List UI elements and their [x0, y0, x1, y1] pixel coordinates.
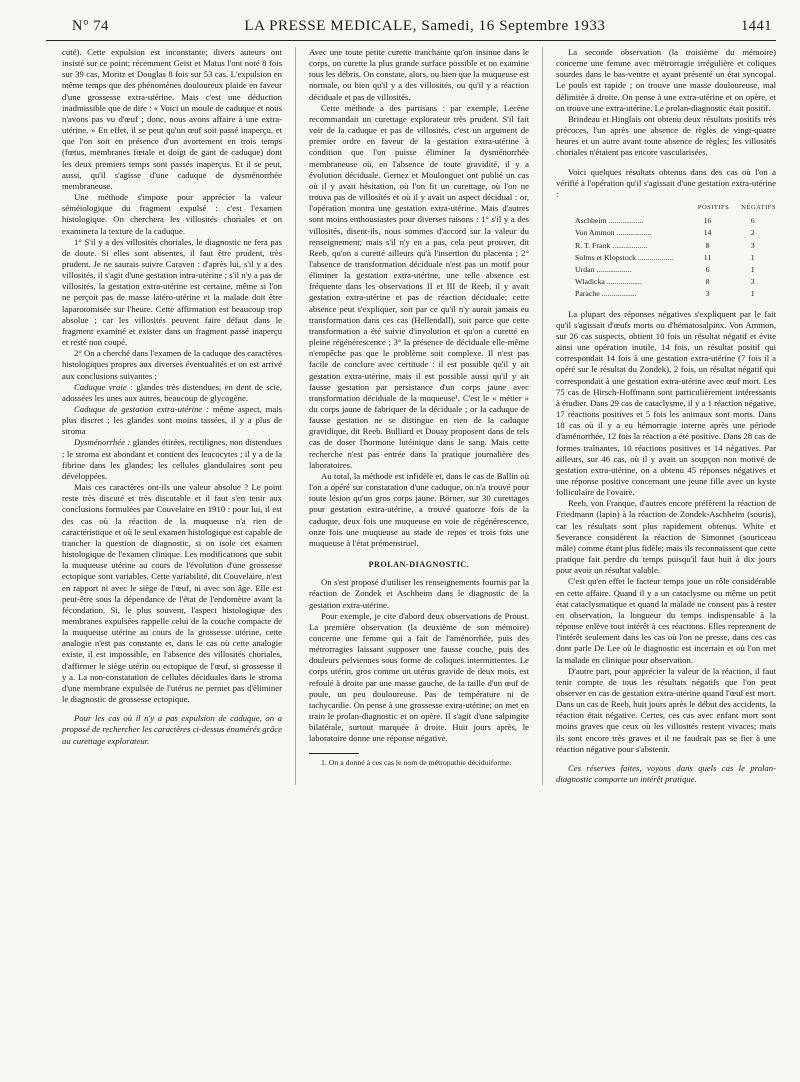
- paragraph: 2° On a cherché dans l'examen de la caduque des caractères histologiques propres aux diverses éventualités et on est arrivé aux conclusions suivantes :: [62, 348, 282, 381]
- negative-cell: 2: [750, 228, 755, 238]
- results-table: [574, 203, 776, 301]
- positive-cell: 3: [705, 289, 710, 299]
- positive-cell: 8: [705, 277, 710, 287]
- table-row: [574, 240, 776, 252]
- positive-cell: 14: [703, 228, 712, 238]
- positive-cell: 8: [705, 240, 710, 250]
- definition: glandes très distendues, en dent de scie, adossées les unes aux autres, beaucoup de glycogène.: [62, 381, 282, 403]
- paragraph: cuté). Cette expulsion est inconstante; divers auteurs ont insisté sur ce point; récemment Geist et Matus l'ont noté 8 fois sur 39 cas, Moritz et Douglas 8 fois sur 53 cas. L'expulsion en même temps que des phénomènes douloureux plaide en faveur d'une grossesse extra-utérine. Mais c'est une déduction inadmissible que de dire : « Voici un moule de caduque et nous n'avons pas vu d'œuf ; donc, nous avons affaire à une extra-utérine. » En effet, il se peut qu'un œuf soit passé inaperçu, et que l'on soit en présence d'un avortement en trois temps (fœtus, membranes fœtale et doigt de gant de caduque) dont les deux premiers temps sont passés inaperçus. Et il se peut, aussi, qu'il s'agisse d'une caduque de dysménorrhée membraneuse.: [62, 47, 282, 191]
- author-cell: Wladicka ..................: [575, 277, 642, 287]
- author-cell: Urdan ..................: [575, 265, 632, 275]
- negative-cell: 1: [750, 265, 755, 275]
- definition: même aspect, mais plus discret ; les glandes sont moins tassées, il y a plus de stroma: [62, 404, 283, 437]
- paragraph: D'autre part, pour apprécier la valeur de la réaction, il faut tenir compte de tous les résultats négatifs que l'on peut observer en cas de gestation extra-utérine quand l'œuf est mort. Dans un cas de Reeb, huit jours après le début des accidents, la réaction était négative. Certes, ces cas avec enfant mort sont moins graves que ceux où les villosités restent vivaces; mais ils sont encore très graves et il ne faudrait pas se fier à une réaction négative pour s'abstenir.: [556, 665, 776, 754]
- author-cell: Solms et Klopstock ..................: [575, 252, 674, 262]
- table-row: [574, 227, 776, 239]
- column-3: [556, 47, 776, 785]
- column-header-positive: POSITIFS: [697, 204, 730, 212]
- table-row: [574, 264, 776, 276]
- running-header: [24, 18, 776, 35]
- footnote-rule: [309, 753, 359, 754]
- negative-cell: 1: [750, 289, 755, 299]
- paragraph: Cette méthode a des partisans : par exemple, Lecène recommandait un curettage explorateur très prudent. S'il fait voir de la caduque et pas de villosités, c'est un argument de premier ordre en faveur de la gestation extra-utérine à condition que l'on puisse éliminer la dysménorrhée membraneuse où, en l'absence de toute gravidité, il y a évolution déciduale. Gernez et Moulonguet ont publié un cas où il y avait hésitation, où l'on fit un curettage, où l'on ne trouva pas de villosités et où il y avait un aspect décidual : or, l'opération montra une gestation extra-utérine. Mais d'autres sont moins enthousiastes pour diverses raisons : 1° s'il y a des villosités, disent-ils, nous sommes d'accord sur la valeur du renseignement; mais s'il n'y en a pas, cela peut prouver, dit Reeb, qu'on a curetté ailleurs qu'à l'insertion du placenta ; 2° l'absence de transformation déciduale n'est pas un motif pour éliminer la gestation extra-utérine, une telle absence est fréquente dans les observations II et III de Reeb, il y avait gestation extra-utérine et pas de réaction déciduale; cette absence peut s'expliquer, soit par ce qu'il n'y aurait jamais eu transformation dans ces cas (Hellendall), soit parce que cette transformation a été suivie d'involution et qu'on a curetté en pleine régénérescence ; 3° la présence de déciduale elle-même n'empêche pas que le problème soit complexe. Il n'est pas facile de conclure avec certitude : il est possible qu'il y ait gestation extra-utérine, mais il est possible aussi qu'il y ait fausse gestation par persistance d'un corps jaune avec transformation déciduale de la muqueuse¹. C'est le « métier » du corps jaune de fabriquer de la déciduale ; or la caduque de fausse gestation ne se distingue en rien de la caduque gravidique, dit Reeb. Bulliard et Douay proposent dans de tels cas de doser l'hormone lutéinique dans le sang. Mais cette recherche n'est pas entrée dans la pratique journalière des laboratoires.: [309, 102, 529, 470]
- page-number: 1441: [741, 18, 772, 34]
- paragraph: Une méthode s'impose pour apprécier la valeur séméiologique du fragment expulsé : c'est l'examen histologique. On cherchera les villosités choriales et on examinera la texture de la caduque.: [62, 192, 282, 236]
- author-cell: R. T. Frank ..................: [575, 240, 648, 250]
- paragraph: Avec une toute petite curette tranchante qu'on insinue dans le corps, on curette la plus grande surface possible et on examine tous les débris. On constate, alors, ou bien que la muqueuse est normale, ou bien qu'il y a des villosités, ou qu'il y a réaction déciduale et pas de villosités.: [309, 47, 529, 102]
- positive-cell: 11: [703, 252, 712, 262]
- author-cell: Parache ..................: [575, 289, 637, 299]
- term: Dysménorrhée :: [74, 437, 131, 448]
- header-rule: [46, 40, 776, 41]
- positive-cell: 6: [705, 265, 710, 275]
- paragraph: Mais ces caractères ont-ils une valeur absolue ? Le point reste très discuté et très discutable et il faut s'en tenir aux conclusions formulées par Couvelaire en 1910 : pour lui, il est des cas où la réaction de la muqueuse n'a rien de caractéristique et où le seul examen histologique est capable de trancher la question de diagnostic, si on isole cet examen histologique de l'examen clinique. Les modifications que subit la muqueuse utérine au cours de l'évolution d'une grossesse ectopique sont variables. Cette variabilité, dit Couvelaire, n'est en rapport ni avec le siège de l'œuf, ni avec son âge. Elle est peut-être sous la dépendance de l'état de l'endomètre avant la fécondation. Si, le plus souvent, l'aspect histologique des membranes expulsées rappelle celui de la couche compacte de la muqueuse utérine au cours de la grossesse utérine, cette analogie n'est pas constante et, dans le cas où cette analogie existe, il est impossible, en l'absence des villosités choriales, d'affirmer le siège utérin ou ectopique de l'œuf, si grossesse il y a. La non-constatation de cellules déciduales dans le stroma d'une membrane expulsée de l'utérus ne permet pas d'éliminer le diagnostic de grossesse ectopique.: [62, 482, 282, 705]
- definition-item: [62, 437, 282, 482]
- section-title: PROLAN-DIAGNOSTIC.: [368, 560, 470, 570]
- negative-cell: 6: [750, 216, 755, 226]
- text-columns: [24, 47, 776, 785]
- paragraph: On s'est proposé d'utiliser les renseignements fournis par la réaction de Zondek et Aschheim dans le diagnostic de la gestation extra-utérine.: [309, 577, 529, 610]
- footnote: 1. On a donné à ces cas le nom de métropathie déciduiforme.: [321, 757, 512, 767]
- paragraph: C'est qu'en effet le facteur temps joue un rôle considérable en cette affaire. Quand il y a un cataclysme ou même un petit état cataclysmatique et quand la malade ne consent pas à rester en observation, la longueur du temps indispensable à la réponse enlève tout intérêt à ces réactions. Elles reprennent de l'intérêt seulement dans les cas où l'on ne presse, dans ces cas dont parle De Lee où le diagnostic est incertain et où l'on met la malade en clinique pour observation.: [556, 576, 776, 665]
- issue-number: N° 74: [72, 18, 109, 34]
- positive-cell: 16: [703, 216, 712, 226]
- paragraph: Reeb, von Franque, d'autres encore préfèrent la réaction de Friedmann (lapin) à la réaction de Zondek-Aschheim (souris), car les résultats sont plus rapidement obtenus. White et Severance considèrent la réaction de Simonnet (souriceau mâle) comme étant plus fidèle; mais ils reconnaissent que cette pratique fait perdre du temps puisqu'il faut huit à dix jours pour avoir un résultat valable.: [556, 498, 776, 576]
- definition: glandes étirées, rectilignes, non distendues ; le stroma est abondant et contient des leucocytes ; il y a de la fibrine dans les glandes; les cellules glandulaires sont peu développées.: [62, 437, 282, 481]
- paragraph: La plupart des réponses négatives s'expliquent par le fait qu'il s'agissait d'œufs morts ou d'hématosalpinx. Von Ammon, sur 26 cas suspects, obtient 10 fois un résultat négatif et évite ainsi une opération inutile, 14 fois, un résultat positif qui correspondait 14 fois à une gestation extra-utérine (7 fois il a opéré sur le résultat du Zondek), 2 fois, un résultat négatif qui correspondait à une gestation extra-utérine avec œuf mort. Les 75 cas de Hirsch-Hoffmann sont particulièrement intéressants à étudier. Dans 29 cas de cataclysme, il y a 1 réaction négative, 17 réactions positives et 5 fois les animaux sont morts. Dans 18 cas où il y a eu hémorragie interne après une période d'aménorrhée, 12 fois la réaction a été positive. Dans 28 cas de formes traînantes, 10 réactions positives et 14 négatives. Par ailleurs, sur 46 cas, où il y avait un soupçon non motivé de gestation extra-utérine, on a obtenu 45 réponses négatives et une réponse positive concernant une jeune fille avec un kyste folliculaire de l'ovaire.: [556, 308, 776, 498]
- paragraph: Au total, la méthode est infidèle et, dans le cas de Ballin où l'on a opéré sur constatation d'une caduque, on n'a trouvé pour toute lésion qu'un gros corps jaune. Börner, sur 30 curettages pour gestation extra-utérine, a trouvé quatorze fois de la caduque, deux fois une muqueuse en voie de régénérescence, onze fois une muqueuse au stade de repos et trois fois une muqueuse à l'état prémenstruel.: [309, 470, 529, 548]
- column-header-negative: NÉGATIFS: [741, 204, 776, 212]
- table-row: [574, 252, 776, 264]
- definition-item: [62, 404, 282, 437]
- column-1: [62, 47, 282, 785]
- italic-paragraph: Ces réserves faites, voyons dans quels cas le prolan-diagnostic comporte un intérêt pratique.: [556, 762, 776, 785]
- table-row: [574, 276, 776, 288]
- column-2: [309, 47, 529, 785]
- paragraph: Voici quelques résultats obtenus dans des cas où l'on a vérifié à l'opération qu'il s'agissait d'une gestation extra-utérine :: [556, 166, 776, 199]
- definition-item: [62, 382, 282, 404]
- table-header-row: [574, 203, 776, 215]
- author-cell: Aschheim ..................: [575, 216, 644, 226]
- paragraph: 1° S'il y a des villosités choriales, le diagnostic ne fera pas de doute. Si elles sont absentes, il faut être prudent, très prudent. Je ne saurais suivre Caraven : d'après lui, s'il y a des villosités, il s'agit d'une gestation intra-utérine ; s'il n'y a pas de villosités, la gestation extra-utérine est certaine, même si l'on ne perçoit pas de masse latéro-utérine et la malade doit être laparotomisée sur l'heure. Cette affirmation est beaucoup trop absolue ; car les villosités peuvent faire défaut dans le fragment examiné et exister dans un fragment passé inaperçu et resté non coupé.: [62, 236, 282, 348]
- table-row: [574, 288, 776, 300]
- negative-cell: 3: [750, 277, 755, 287]
- term: Caduque de gestation extra-utérine :: [74, 404, 209, 414]
- italic-paragraph: Pour les cas où il n'y a pas expulsion de caduque, on a proposé de rechercher les caractères ci-dessus énumérés grâce au curettage explorateur.: [62, 713, 282, 746]
- journal-title: LA PRESSE MEDICALE, Samedi, 16 Septembre 1933: [244, 18, 606, 34]
- paragraph: Pour exemple, je cite d'abord deux observations de Proust. La première observation (la deuxième de son mémoire) concerne une femme qui a fait de l'aménorrhée, puis des métrorragies laissant supposer une fausse couche, puis des douleurs pelviennes sous forme de coliques intermittentes. Le corps utérin, gros comme un utérus gravide de deux mois, est refoulé à droite par une masse gauche, de la taille d'un œuf de poule, un peu douloureuse. Pas de température ni de tachycardie. On pense à une grossesse extra-utérine; on met en train le prolan-diagnostic et on opère. Il s'agit d'une salpingite bilatérale, surtout marquée à droite. Huit jours après, le laboratoire donne une réponse négative.: [309, 610, 529, 744]
- column-separator: [542, 47, 543, 785]
- table-row: [574, 215, 776, 227]
- column-separator: [295, 47, 296, 785]
- negative-cell: 1: [750, 252, 755, 262]
- term: Caduque vraie :: [74, 381, 133, 392]
- paragraph: Brindeau et Hinglais ont obtenu deux résultats positifs très précoces, l'un après une absence de règles de vingt-quatre heures et un autre avant toute absence de règles; les villosités choriales n'étaient pas encore vascularisées.: [556, 113, 776, 158]
- paragraph: La seconde observation (la troisième du mémoire) concerne une femme avec métrorragie irrégulière et coliques sourdes dans le bas-ventre et ayant présenté un état syncopal. Le pouls est rapide ; on trouve une masse douloureuse, mal délimitée à droite. On pense à une extra-utérine et on opère, et on trouve une extra-utérine. Le prolan-diagnostic était positif.: [556, 47, 776, 113]
- negative-cell: 3: [750, 240, 755, 250]
- author-cell: Von Ammon ..................: [575, 228, 652, 238]
